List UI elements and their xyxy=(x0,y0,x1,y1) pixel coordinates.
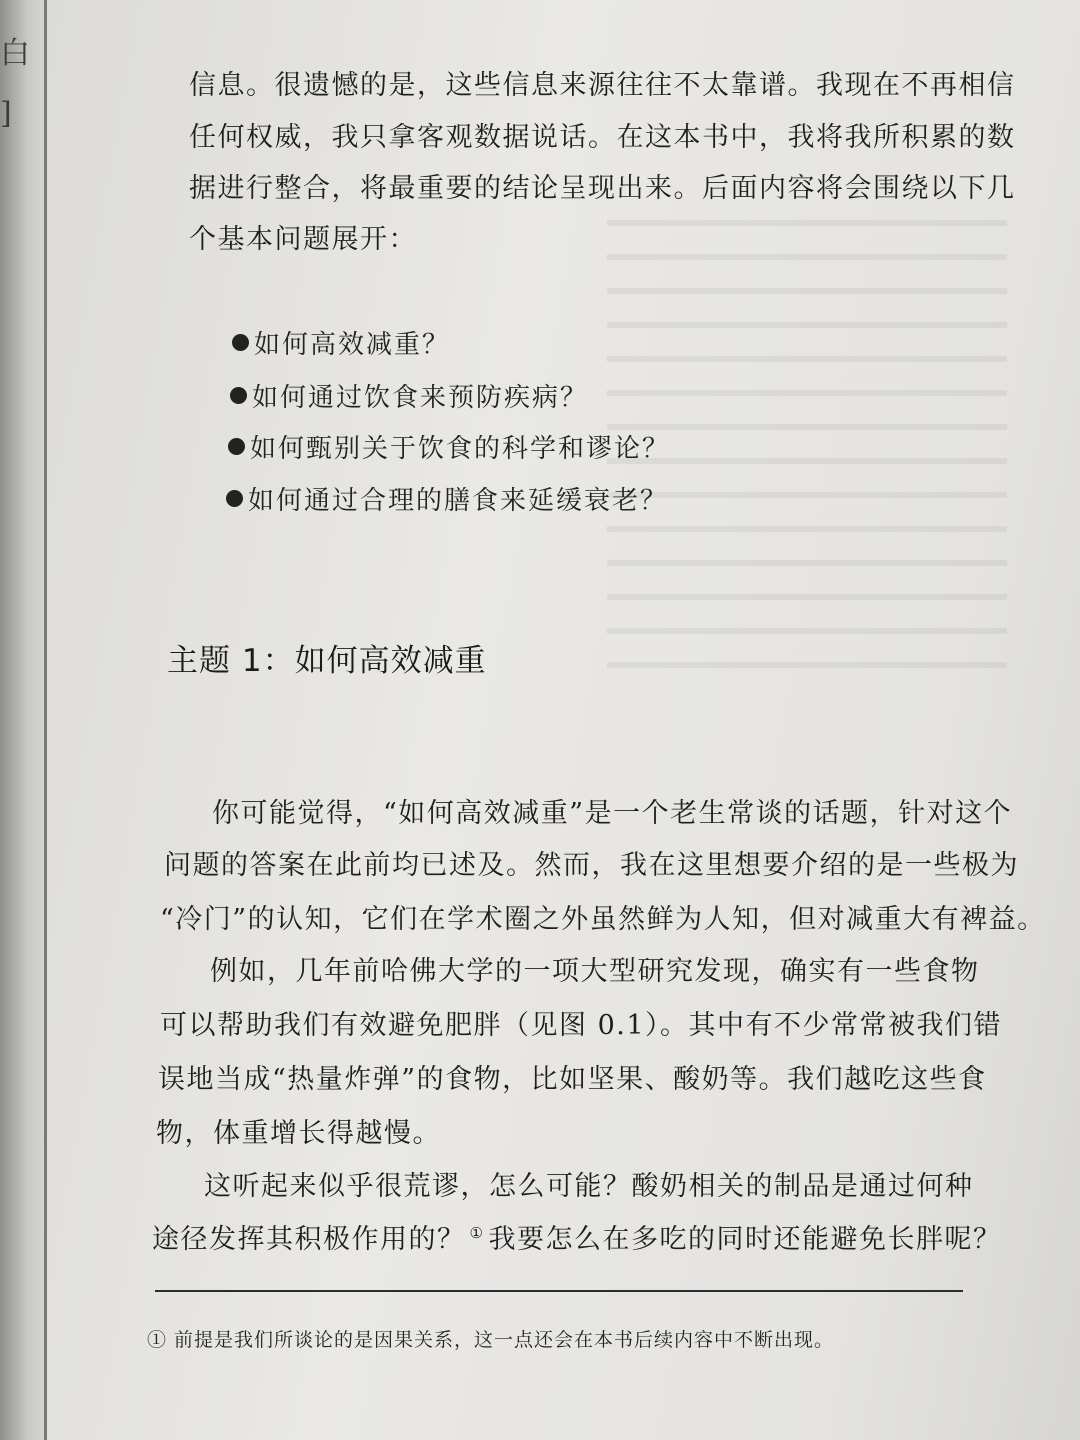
body-line: “冷门”的认知，它们在学术圈之外虽然鲜为人知，但对减重大有裨益。 xyxy=(160,904,1046,935)
previous-page-glyph: ] xyxy=(0,96,12,131)
body-line: 据进行整合，将最重要的结论呈现出来。后面内容将会围绕以下几 xyxy=(189,173,1016,204)
body-line: 例如，几年前哈佛大学的一项大型研究发现，确实有一些食物 xyxy=(210,956,980,987)
body-line: 你可能觉得，“如何高效减重”是一个老生常谈的话题，针对这个 xyxy=(212,798,1013,829)
body-line: 问题的答案在此前均已述及。然而，我在这里想要介绍的是一些极为 xyxy=(164,850,1019,881)
body-text: 我要怎么在多吃的同时还能避免长胖呢？ xyxy=(488,1224,1002,1255)
question-item xyxy=(230,377,588,414)
body-line: 这听起来似乎很荒谬，怎么可能？酸奶相关的制品是通过何种 xyxy=(204,1171,974,1202)
bullet-icon xyxy=(226,490,243,507)
question-item xyxy=(226,480,668,517)
body-line: 信息。很遗憾的是，这些信息来源往往不太靠谱。我现在不再相信 xyxy=(189,70,1016,101)
question-item xyxy=(228,428,670,465)
body-line: 任何权威，我只拿客观数据说话。在这本书中，我将我所积累的数 xyxy=(189,122,1016,153)
bullet-icon xyxy=(232,334,249,351)
question-item xyxy=(232,324,450,361)
question-text: 如何通过合理的膳食来延缓衰老？ xyxy=(248,486,669,516)
body-line: 物，体重增长得越慢。 xyxy=(156,1118,441,1149)
body-line: 个基本问题展开： xyxy=(189,224,417,255)
bullet-icon xyxy=(230,387,247,404)
question-text: 如何通过饮食来预防疾病？ xyxy=(252,383,589,413)
body-line xyxy=(152,1226,1001,1253)
section-heading: 主题 1：如何高效减重 xyxy=(167,643,487,679)
body-line: 可以帮助我们有效避免肥胖（见图 0.1）。其中有不少常常被我们错 xyxy=(160,1010,1003,1041)
question-text: 如何甄别关于饮食的科学和谬论？ xyxy=(250,434,671,464)
footnote-rule xyxy=(155,1290,963,1292)
question-text: 如何高效减重？ xyxy=(254,330,451,360)
body-line: 误地当成“热量炸弹”的食物，比如坚果、酸奶等。我们越吃这些食 xyxy=(158,1064,987,1095)
bullet-icon xyxy=(228,438,245,455)
book-spine xyxy=(0,0,46,1440)
footnote-marker: ① xyxy=(469,1224,485,1242)
footnote: ① 前提是我们所谈论的是因果关系，这一点还会在本书后续内容中不断出现。 xyxy=(147,1329,835,1351)
body-text: 途径发挥其积极作用的？ xyxy=(152,1224,466,1255)
book-page xyxy=(47,0,1080,1440)
previous-page-glyph: 白 xyxy=(0,36,30,71)
